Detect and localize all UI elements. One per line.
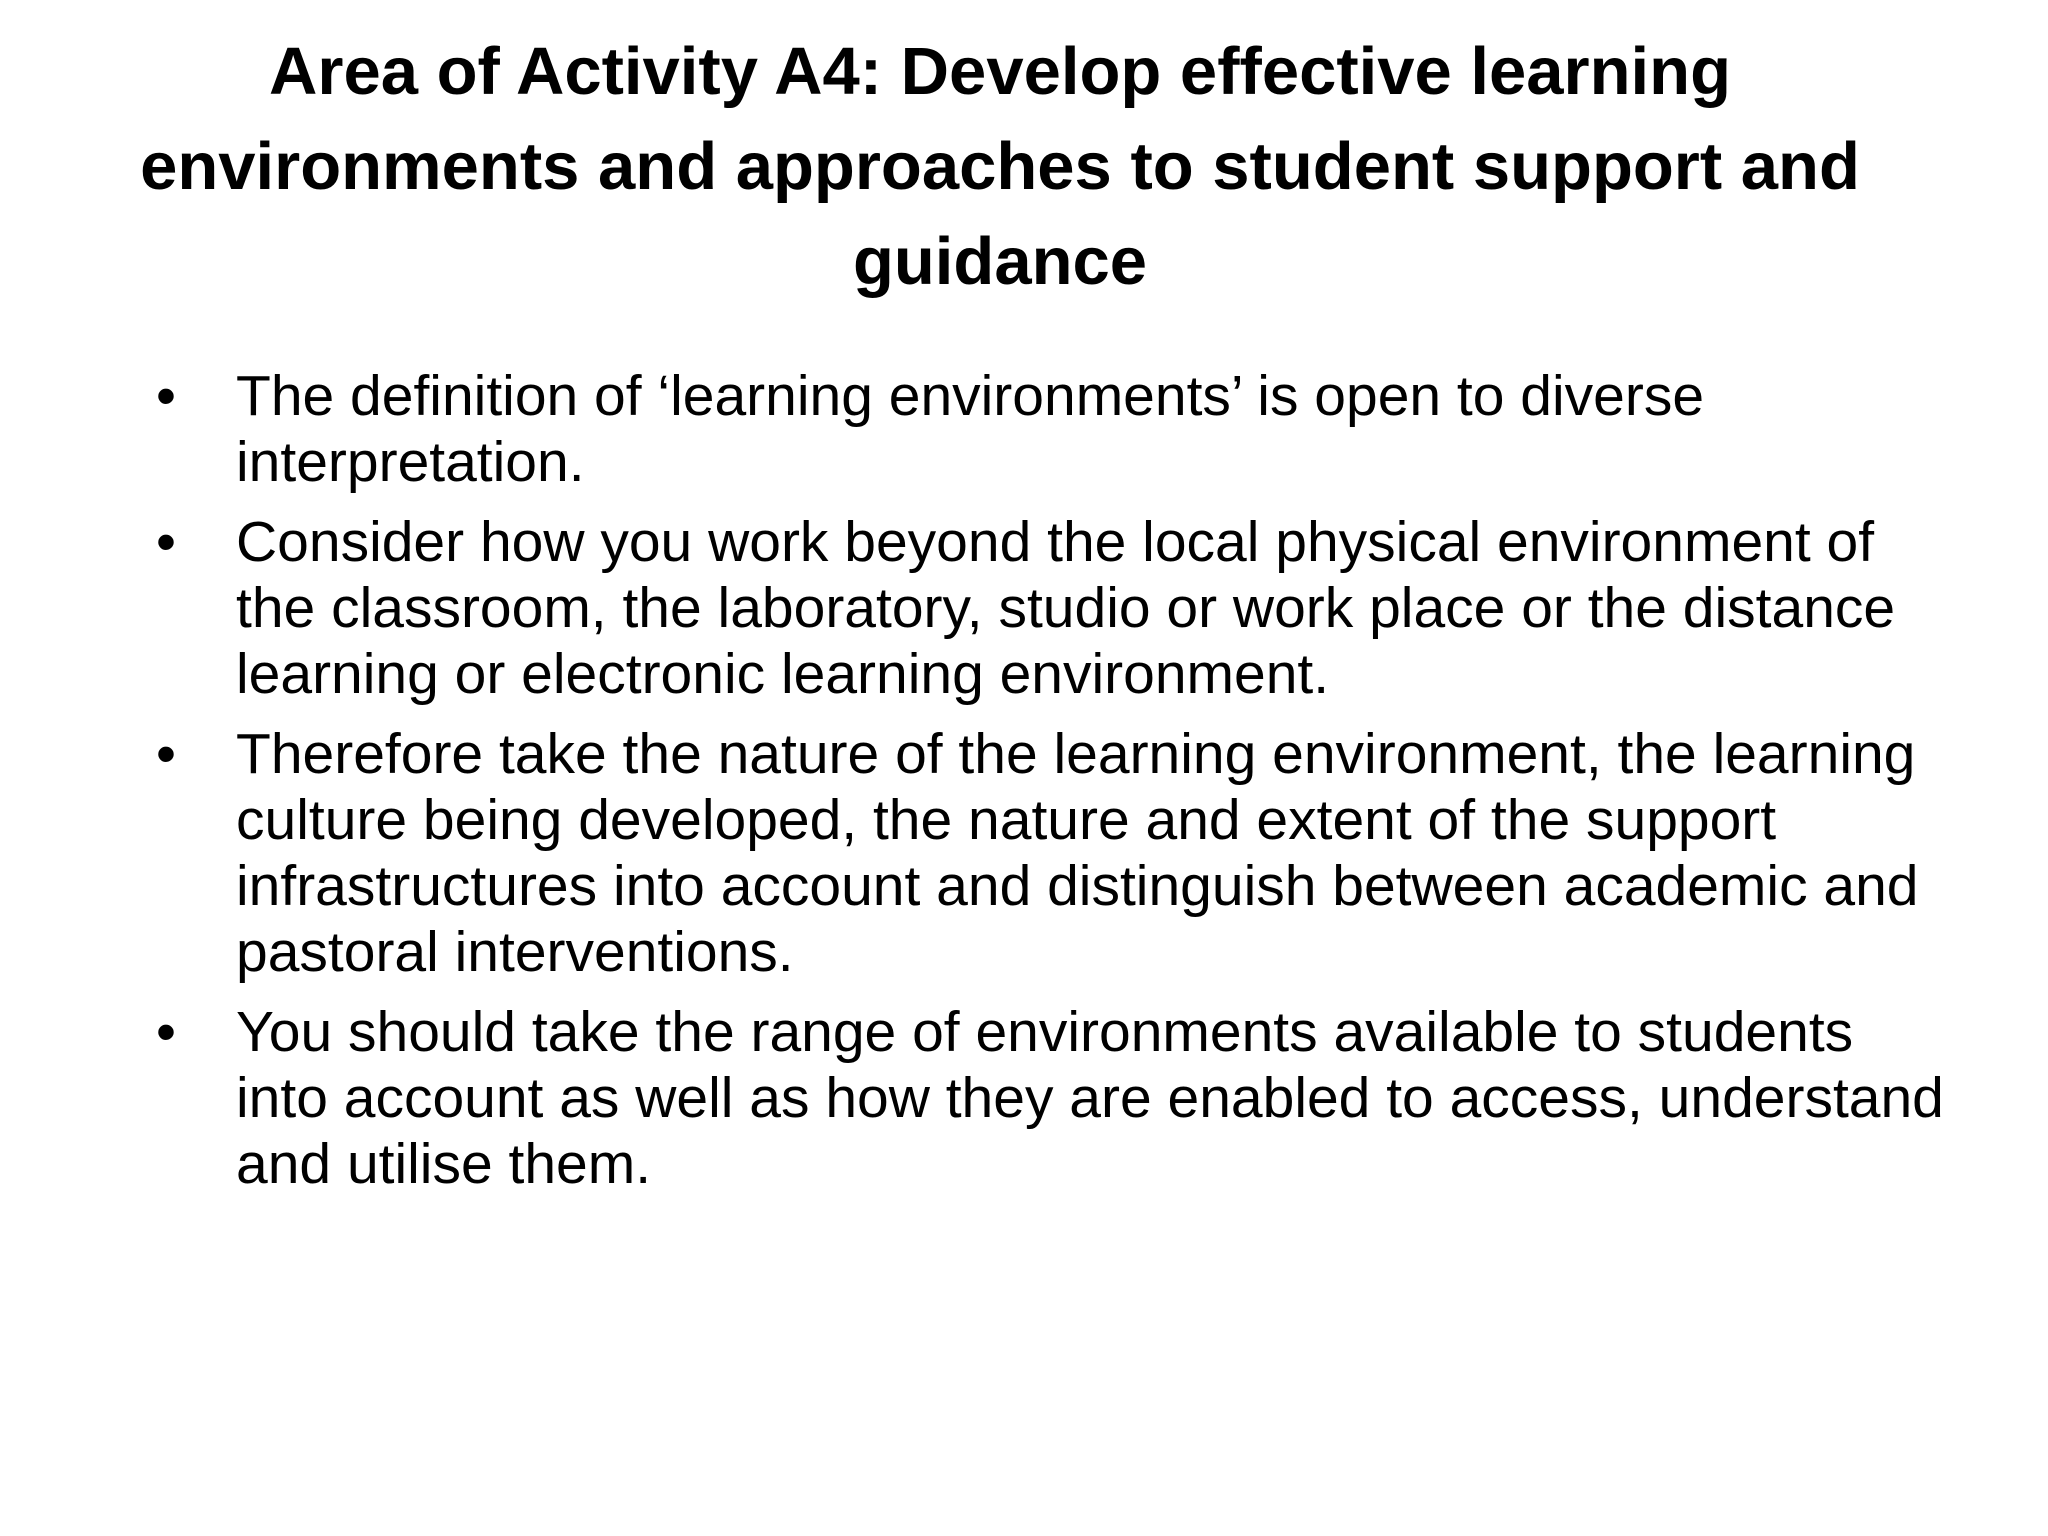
bullet-icon: •: [156, 510, 176, 574]
bullet-item: [152, 363, 1952, 495]
bullet-text: Consider how you work beyond the local physical environment of the classroom, the laboratory, studio or work place or the distance learning or electronic learning environment.: [236, 510, 1896, 706]
bullet-text: The definition of ‘learning environments’ is open to diverse interpretation.: [236, 364, 1705, 494]
bullet-item: [152, 999, 1952, 1197]
bullet-icon: •: [156, 722, 176, 786]
bullet-icon: •: [156, 364, 176, 428]
bullet-icon: •: [156, 1000, 176, 1064]
bullet-text: You should take the range of environments available to students into account as well as how they are enabled to access, understand and utilise them.: [236, 1000, 1944, 1196]
bullet-item: [152, 721, 1952, 985]
bullet-item: [152, 509, 1952, 707]
bullet-text: Therefore take the nature of the learning environment, the learning culture being developed, the nature and extent of the support infrastructures into account and distinguish between academic and pastoral interventions.: [236, 722, 1919, 984]
slide-title: Area of Activity A4: Develop effective learning environments and approaches to student support and guidance: [140, 34, 1860, 299]
bullet-list: [152, 363, 1952, 1211]
